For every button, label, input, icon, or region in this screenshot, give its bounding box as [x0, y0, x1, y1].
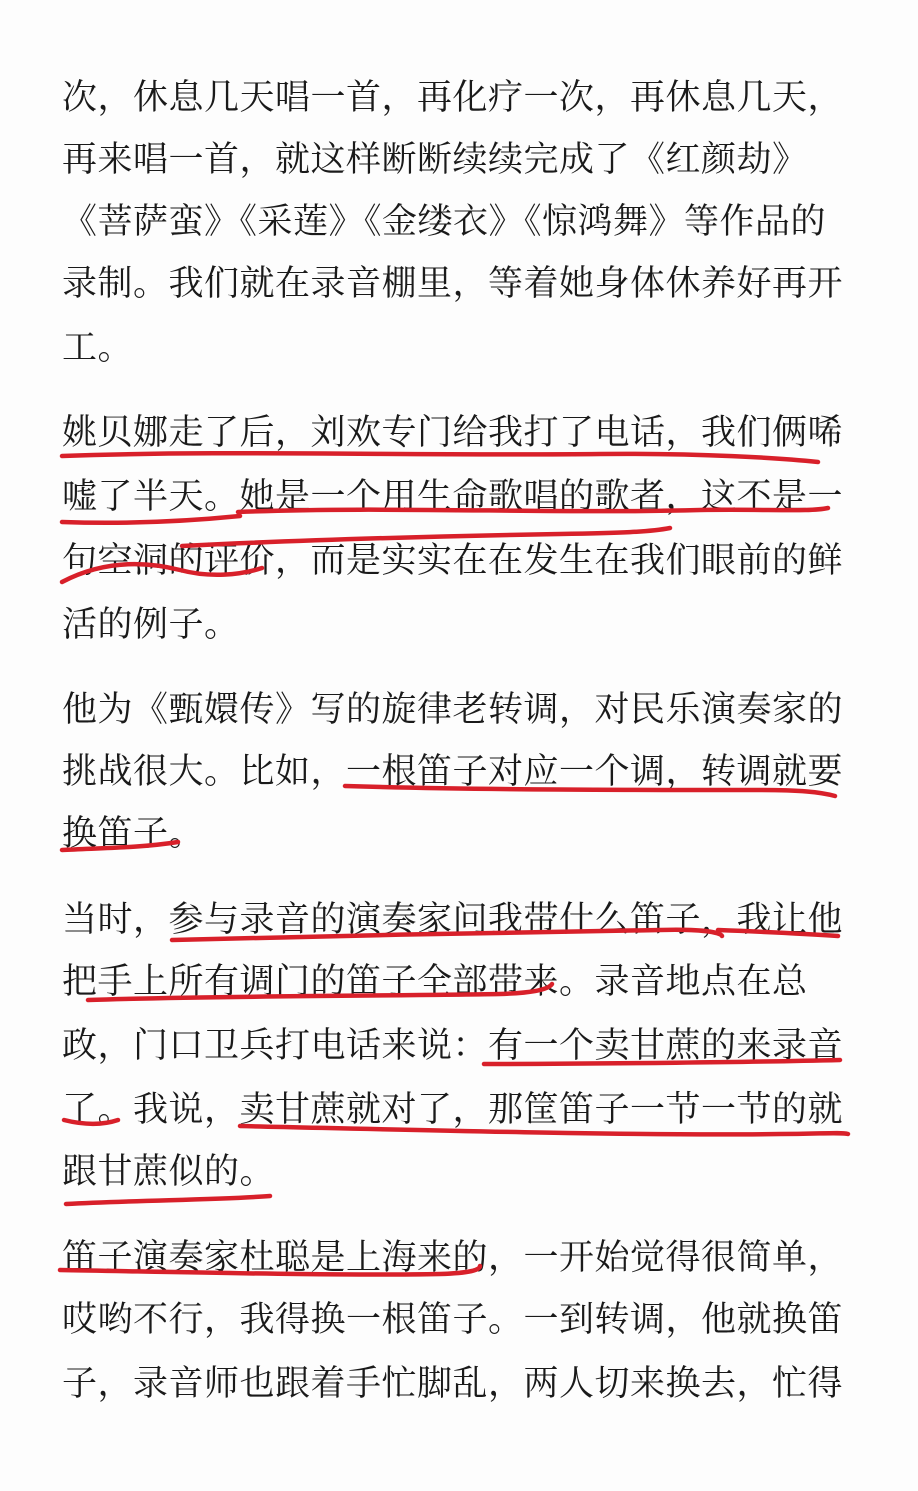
text-line: 了。我说，卖甘蔗就对了，那筐笛子一节一节的就 — [62, 1090, 844, 1130]
text-line: 《菩萨蛮》《采莲》《金缕衣》《惊鸿舞》等作品的 — [62, 202, 827, 242]
text-line: 再来唱一首，就这样断断续续完成了《红颜劫》 — [62, 140, 808, 180]
text-line: 工。 — [62, 328, 134, 368]
text-line: 姚贝娜走了后，刘欢专门给我打了电话，我们俩唏 — [62, 413, 844, 453]
text-line: 政，门口卫兵打电话来说：有一个卖甘蔗的来录音 — [62, 1026, 844, 1066]
underline-stroke — [62, 516, 240, 523]
text-line: 子，录音师也跟着手忙脚乱，两人切来换去，忙得 — [62, 1364, 844, 1404]
text-line: 笛子演奏家杜聪是上海来的，一开始觉得很简单， — [62, 1238, 844, 1278]
text-line: 跟甘蔗似的。 — [62, 1152, 276, 1192]
text-line: 当时，参与录音的演奏家问我带什么笛子，我让他 — [62, 900, 844, 940]
text-line: 嘘了半天。她是一个用生命歌唱的歌者，这不是一 — [62, 477, 844, 517]
text-line: 他为《甄嬛传》写的旋律老转调，对民乐演奏家的 — [62, 690, 844, 730]
text-line: 挑战很大。比如，一根笛子对应一个调，转调就要 — [62, 752, 844, 792]
text-line: 换笛子。 — [62, 814, 205, 854]
text-line: 把手上所有调门的笛子全部带来。录音地点在总 — [62, 962, 808, 1002]
text-line: 哎哟不行，我得换一根笛子。一到转调，他就换笛 — [62, 1300, 844, 1340]
text-line: 活的例子。 — [62, 605, 240, 645]
text-line: 句空洞的评价，而是实实在在发生在我们眼前的鲜 — [62, 541, 844, 581]
underline-stroke — [66, 1196, 270, 1204]
underline-stroke — [62, 453, 818, 462]
text-line: 录制。我们就在录音棚里，等着她身体休养好再开 — [62, 264, 844, 304]
text-line: 次，休息几天唱一首，再化疗一次，再休息几天， — [62, 78, 844, 118]
